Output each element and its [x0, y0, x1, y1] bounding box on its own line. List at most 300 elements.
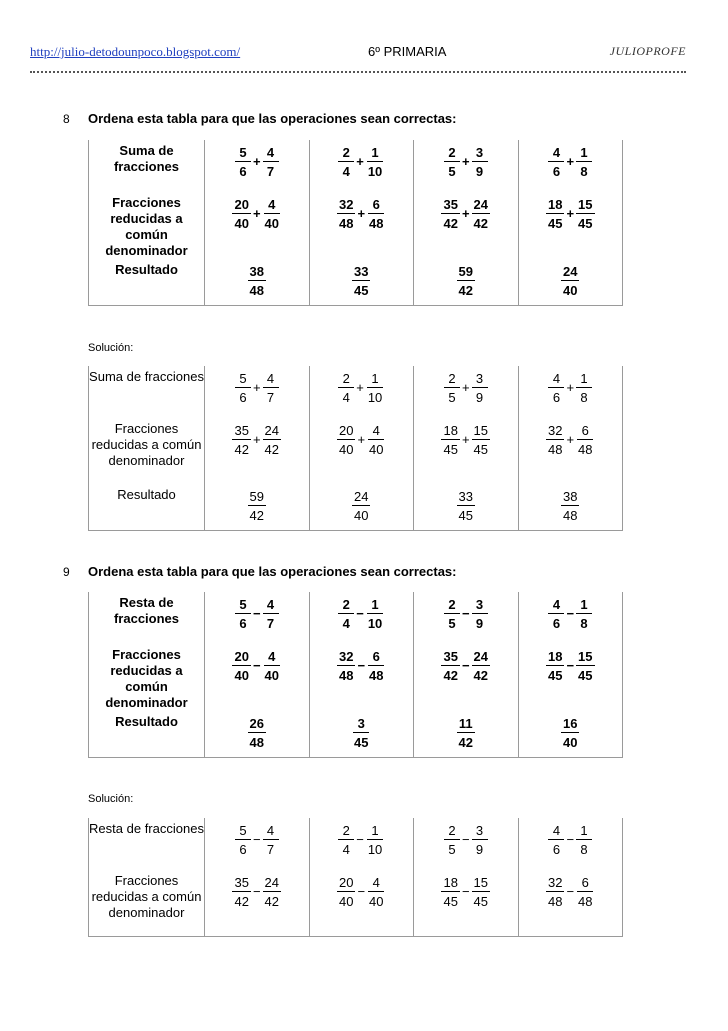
numerator: 6: [577, 423, 593, 440]
fraction: [444, 823, 460, 857]
fraction-operation: [546, 875, 595, 909]
numerator: 32: [338, 649, 354, 664]
row-label: Resultado: [89, 711, 205, 757]
numerator: 3: [472, 371, 488, 388]
numerator: 15: [578, 649, 593, 664]
row-label: Resta de fracciones: [89, 818, 205, 870]
fraction: [576, 145, 592, 179]
fraction: [444, 371, 460, 405]
operator-sign: +: [252, 432, 261, 447]
numerator: 1: [367, 823, 383, 840]
denominator: 6: [552, 616, 561, 631]
table-cell: [205, 259, 310, 305]
table-cell: [309, 644, 414, 711]
table-row: [89, 592, 623, 644]
numerator: 26: [249, 716, 264, 731]
denominator: 40: [563, 283, 578, 298]
denominator: 4: [342, 616, 350, 631]
table-cell: [518, 259, 623, 305]
table-cell: [414, 484, 519, 530]
operator-sign: +: [566, 432, 575, 447]
fraction: [472, 145, 488, 179]
table-row: [89, 259, 623, 305]
blog-link[interactable]: http://julio-detodounpoco.blogspot.com/: [30, 44, 241, 59]
numerator: 38: [249, 264, 264, 279]
numerator: 1: [576, 371, 592, 388]
numerator: 6: [368, 197, 384, 214]
fraction: [561, 264, 579, 298]
table-cell: [205, 192, 310, 259]
row-label: Fracciones reducidas a común denominador: [89, 418, 205, 484]
operator-sign: +: [461, 432, 470, 447]
row-label: Resultado: [89, 484, 205, 530]
table-cell: [518, 366, 623, 418]
table-cell: [414, 592, 519, 644]
numerator: 3: [472, 597, 488, 614]
numerator: 4: [548, 145, 564, 162]
fraction: [263, 371, 279, 405]
fraction: [576, 197, 594, 231]
table-cell: [414, 644, 519, 711]
denominator: 6: [239, 390, 247, 405]
fraction: [263, 145, 279, 179]
fraction: [248, 264, 266, 298]
table-cell: [518, 711, 623, 757]
fraction: [366, 823, 384, 857]
fraction: [472, 823, 488, 857]
fraction: [235, 597, 251, 631]
question-number-8: 8: [63, 112, 70, 126]
denominator: 48: [249, 735, 264, 750]
denominator: 6: [552, 164, 561, 179]
numerator: 5: [235, 597, 251, 614]
row-label: Suma de fracciones: [89, 140, 205, 192]
denominator: 40: [369, 442, 384, 457]
denominator: 40: [369, 894, 384, 909]
denominator: 45: [354, 735, 369, 750]
fraction: [576, 423, 594, 457]
operator-sign: −: [252, 658, 261, 673]
table-cell: [205, 140, 310, 192]
row-label: Fracciones reducidas a común denominador: [89, 870, 205, 936]
denominator: 5: [448, 616, 456, 631]
numerator: 2: [338, 823, 354, 840]
numerator: 15: [578, 197, 593, 212]
numerator: 4: [548, 823, 564, 840]
table-cell: [518, 418, 623, 484]
table-cell: [205, 484, 310, 530]
fraction: [366, 371, 384, 405]
operator-sign: +: [252, 380, 261, 395]
denominator: 40: [338, 894, 354, 909]
denominator: 45: [473, 894, 489, 909]
denominator: 10: [367, 164, 383, 179]
denominator: 45: [547, 216, 563, 231]
operator-sign: −: [566, 832, 575, 847]
denominator: 6: [552, 390, 561, 405]
numerator: 4: [263, 823, 279, 840]
table-cell: [205, 711, 310, 757]
author-label: JULIOPROFE: [609, 44, 686, 58]
fraction: [441, 649, 459, 683]
denominator: 8: [580, 390, 588, 405]
numerator: 35: [443, 649, 458, 664]
numerator: 32: [547, 423, 563, 438]
fraction: [248, 716, 266, 750]
numerator: 59: [249, 489, 264, 504]
fraction: [548, 597, 564, 631]
numerator: 18: [547, 649, 563, 664]
denominator: 40: [264, 216, 280, 231]
fraction: [444, 597, 460, 631]
fraction-operation: [232, 197, 281, 231]
numerator: 3: [472, 145, 488, 162]
fraction: [337, 875, 355, 909]
fraction: [338, 823, 354, 857]
fraction: [248, 489, 266, 523]
denominator: 45: [354, 283, 369, 298]
numerator: 15: [473, 875, 489, 890]
table-cell: [414, 192, 519, 259]
numerator: 18: [443, 423, 458, 438]
denominator: 40: [234, 668, 249, 683]
fraction: [263, 649, 281, 683]
numerator: 20: [234, 649, 249, 664]
denominator: 8: [580, 164, 588, 179]
denominator: 45: [473, 442, 489, 457]
fraction: [441, 197, 459, 231]
operator-sign: −: [252, 884, 261, 899]
numerator: 20: [234, 197, 249, 212]
numerator: 4: [368, 875, 384, 892]
table-cell: [518, 192, 623, 259]
fraction-operation: [441, 197, 490, 231]
operator-sign: −: [566, 884, 575, 899]
fraction: [576, 597, 592, 631]
denominator: 9: [475, 390, 484, 405]
denominator: 45: [578, 216, 593, 231]
fraction: [352, 716, 370, 750]
table-cell: [309, 870, 414, 936]
header-divider: [30, 71, 686, 73]
fraction-operation: [444, 823, 488, 857]
fraction: [472, 649, 490, 683]
fraction: [366, 145, 384, 179]
solution-title-9: Solución:: [88, 793, 134, 805]
denominator: 9: [475, 616, 484, 631]
operator-sign: +: [566, 206, 575, 221]
table-cell: [518, 592, 623, 644]
denominator: 48: [578, 894, 593, 909]
fraction: [546, 649, 564, 683]
fraction-operation: [235, 371, 279, 405]
fraction: [576, 649, 594, 683]
table-cell: [205, 366, 310, 418]
numerator: 2: [338, 145, 354, 162]
row-label: Fracciones reducidas a común denominador: [89, 644, 205, 711]
fraction: [263, 823, 279, 857]
fraction: [548, 145, 564, 179]
fraction: [576, 823, 592, 857]
denominator: 42: [264, 442, 280, 457]
numerator: 2: [338, 371, 354, 388]
denominator: 9: [475, 842, 484, 857]
numerator: 24: [473, 649, 489, 664]
denominator: 48: [369, 668, 384, 683]
question-instruction-9: Ordena esta tabla para que las operaciones sean correctas:: [88, 564, 457, 579]
table-cell: [414, 711, 519, 757]
table-cell: [518, 818, 623, 870]
fraction-operation: [337, 875, 386, 909]
denominator: 6: [239, 842, 247, 857]
fraction: [366, 597, 384, 631]
fraction: [561, 716, 579, 750]
table-cell: [518, 644, 623, 711]
table-cell: [309, 592, 414, 644]
table-cell: [205, 818, 310, 870]
denominator: 10: [367, 842, 383, 857]
table-cell: [414, 418, 519, 484]
operator-sign: −: [461, 606, 470, 621]
table-cell: [518, 140, 623, 192]
denominator: 42: [443, 216, 458, 231]
fraction: [232, 423, 250, 457]
table-cell: [309, 818, 414, 870]
fraction-operation: [232, 423, 281, 457]
numerator: 3: [353, 716, 369, 733]
denominator: 40: [264, 668, 280, 683]
operator-sign: −: [461, 884, 470, 899]
table-row: [89, 870, 623, 936]
operator-sign: −: [357, 884, 366, 899]
table-row: [89, 366, 623, 418]
denominator: 40: [338, 442, 354, 457]
exercise-9-table: [88, 592, 623, 758]
fraction: [367, 875, 385, 909]
numerator: 38: [563, 489, 578, 504]
fraction: [263, 423, 281, 457]
table-cell: [205, 592, 310, 644]
fraction: [472, 597, 488, 631]
operator-sign: +: [461, 154, 470, 169]
table-row: [89, 818, 623, 870]
table-cell: [414, 818, 519, 870]
fraction: [263, 197, 281, 231]
fraction: [232, 649, 250, 683]
table-cell: [309, 259, 414, 305]
denominator: 7: [266, 842, 275, 857]
numerator: 24: [563, 264, 578, 279]
fraction: [457, 264, 475, 298]
fraction: [444, 145, 460, 179]
denominator: 7: [266, 390, 275, 405]
denominator: 48: [547, 894, 563, 909]
fraction: [548, 371, 564, 405]
operator-sign: −: [461, 658, 470, 673]
table-cell: [309, 192, 414, 259]
table-row: [89, 140, 623, 192]
solution-8-table: [88, 366, 623, 531]
fraction: [338, 371, 354, 405]
numerator: 24: [264, 875, 280, 890]
exercise-8-table: [88, 140, 623, 306]
denominator: 5: [448, 164, 456, 179]
denominator: 48: [338, 668, 354, 683]
numerator: 1: [576, 145, 592, 162]
fraction-operation: [338, 597, 384, 631]
solution-9-table: [88, 818, 623, 937]
operator-sign: +: [252, 154, 261, 169]
numerator: 24: [354, 489, 369, 504]
operator-sign: +: [461, 380, 470, 395]
operator-sign: −: [356, 832, 364, 847]
fraction-operation: [444, 371, 488, 405]
table-cell: [414, 259, 519, 305]
fraction: [546, 197, 564, 231]
numerator: 4: [263, 597, 279, 614]
numerator: 5: [235, 145, 251, 162]
fraction: [263, 597, 279, 631]
denominator: 48: [249, 283, 264, 298]
fraction-operation: [338, 145, 384, 179]
denominator: 8: [580, 842, 588, 857]
solution-title-8: Solución:: [88, 342, 134, 354]
fraction-operation: [235, 145, 279, 179]
fraction: [546, 875, 564, 909]
operator-sign: −: [566, 658, 575, 673]
denominator: 48: [338, 216, 354, 231]
operator-sign: +: [357, 206, 366, 221]
fraction: [457, 716, 475, 750]
numerator: 4: [263, 371, 279, 388]
numerator: 2: [444, 823, 460, 840]
fraction-operation: [548, 371, 592, 405]
page-header: [30, 44, 686, 62]
fraction: [338, 597, 354, 631]
fraction-operation: [338, 371, 384, 405]
table-cell: [309, 484, 414, 530]
table-cell: [414, 870, 519, 936]
numerator: 59: [458, 264, 473, 279]
fraction: [235, 823, 251, 857]
denominator: 42: [249, 508, 264, 523]
question-number-9: 9: [63, 565, 70, 579]
row-label: Suma de fracciones: [89, 366, 205, 418]
table-row: [89, 484, 623, 530]
denominator: 4: [342, 164, 350, 179]
table-cell: [309, 140, 414, 192]
fraction: [232, 875, 250, 909]
fraction-operation: [548, 145, 592, 179]
table-cell: [518, 870, 623, 936]
fraction-operation: [546, 423, 595, 457]
table-cell: [309, 366, 414, 418]
denominator: 42: [473, 668, 489, 683]
fraction: [337, 197, 355, 231]
denominator: 6: [552, 842, 561, 857]
denominator: 4: [342, 390, 350, 405]
numerator: 2: [444, 597, 460, 614]
denominator: 40: [234, 216, 249, 231]
denominator: 42: [458, 283, 473, 298]
fraction: [352, 489, 370, 523]
denominator: 6: [239, 616, 247, 631]
fraction: [235, 145, 251, 179]
operator-sign: −: [356, 606, 364, 621]
table-row: [89, 418, 623, 484]
numerator: 2: [338, 597, 354, 614]
fraction: [548, 823, 564, 857]
table-row: [89, 192, 623, 259]
fraction-operation: [337, 649, 386, 683]
operator-sign: −: [252, 832, 261, 847]
table-cell: [414, 140, 519, 192]
numerator: 18: [443, 875, 458, 890]
denominator: 7: [266, 164, 275, 179]
fraction-operation: [232, 875, 281, 909]
numerator: 16: [563, 716, 578, 731]
fraction: [457, 489, 475, 523]
numerator: 4: [264, 649, 280, 666]
operator-sign: +: [356, 380, 364, 395]
fraction-operation: [444, 145, 488, 179]
numerator: 1: [576, 823, 592, 840]
denominator: 5: [448, 842, 456, 857]
fraction-operation: [441, 875, 490, 909]
numerator: 18: [547, 197, 563, 212]
denominator: 48: [563, 508, 578, 523]
denominator: 48: [578, 442, 593, 457]
fraction-operation: [441, 649, 490, 683]
fraction: [472, 197, 490, 231]
fraction: [367, 423, 385, 457]
denominator: 9: [475, 164, 484, 179]
fraction: [441, 875, 459, 909]
fraction: [263, 875, 281, 909]
numerator: 35: [443, 197, 458, 212]
fraction: [337, 649, 355, 683]
row-label: Resultado: [89, 259, 205, 305]
numerator: 4: [263, 145, 279, 162]
operator-sign: +: [252, 206, 261, 221]
fraction: [576, 875, 594, 909]
numerator: 6: [368, 649, 384, 666]
operator-sign: −: [357, 658, 366, 673]
numerator: 20: [338, 423, 354, 438]
numerator: 4: [264, 197, 280, 214]
fraction: [576, 371, 592, 405]
denominator: 8: [580, 616, 588, 631]
numerator: 32: [547, 875, 563, 890]
table-cell: [518, 484, 623, 530]
numerator: 35: [234, 875, 249, 890]
numerator: 2: [444, 145, 460, 162]
table-cell: [205, 644, 310, 711]
numerator: 4: [548, 371, 564, 388]
fraction-operation: [444, 597, 488, 631]
fraction: [232, 197, 250, 231]
denominator: 4: [342, 842, 350, 857]
fraction-operation: [441, 423, 490, 457]
denominator: 42: [473, 216, 489, 231]
row-label: Resta de fracciones: [89, 592, 205, 644]
operator-sign: +: [461, 206, 470, 221]
numerator: 11: [458, 716, 473, 731]
fraction: [367, 649, 385, 683]
fraction-operation: [548, 597, 592, 631]
denominator: 45: [578, 668, 593, 683]
numerator: 15: [473, 423, 489, 438]
